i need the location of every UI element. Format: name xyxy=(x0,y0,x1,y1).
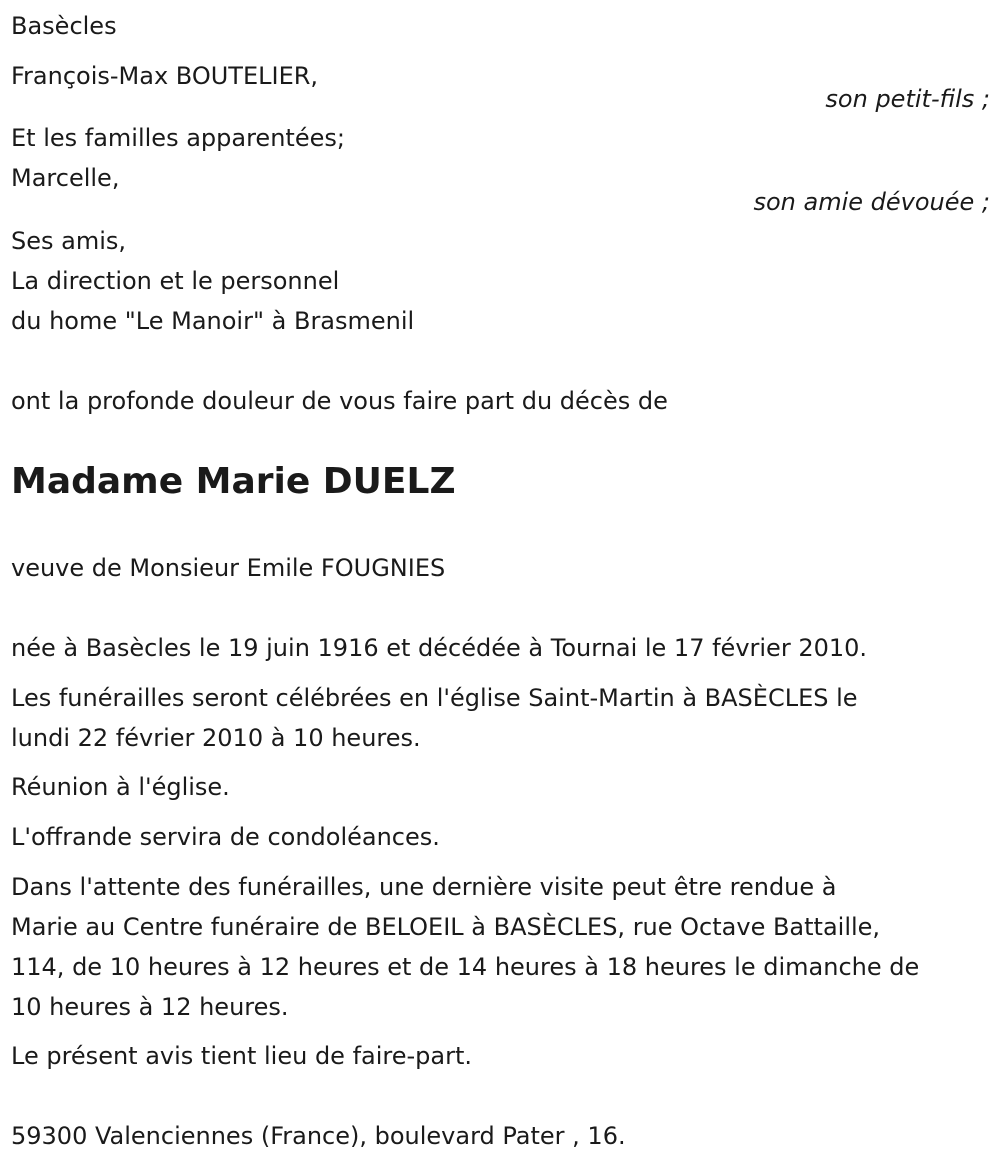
meeting-line: Réunion à l'église. xyxy=(11,773,230,801)
staff-line-1: La direction et le personnel xyxy=(11,267,340,295)
visit-line-4: 10 heures à 12 heures. xyxy=(11,993,289,1021)
related-families: Et les familles apparentées; xyxy=(11,124,345,152)
visit-line-3: 114, de 10 heures à 12 heures et de 14 heures à 18 heures le dimanche de xyxy=(11,953,920,981)
deceased-name: Madame Marie DUELZ xyxy=(11,461,456,502)
town-heading: Basècles xyxy=(11,12,117,40)
visit-line-2: Marie au Centre funéraire de BELOEIL à BASÈCLES, rue Octave Battaille, xyxy=(11,913,881,941)
grandson-name: François-Max BOUTELIER, xyxy=(11,62,319,90)
footer-address: 59300 Valenciennes (France), boulevard Pater , 16. xyxy=(11,1122,626,1150)
funeral-line-1: Les funérailles seront célébrées en l'église Saint-Martin à BASÈCLES le xyxy=(11,684,858,712)
grandson-relation: son petit-fils ; xyxy=(825,85,990,113)
widow-of: veuve de Monsieur Emile FOUGNIES xyxy=(11,554,446,582)
friend-name: Marcelle, xyxy=(11,164,120,192)
notice-line: Le présent avis tient lieu de faire-part. xyxy=(11,1042,473,1070)
friends-line: Ses amis, xyxy=(11,227,127,255)
birth-death-line: née à Basècles le 19 juin 1916 et décédée à Tournai le 17 février 2010. xyxy=(11,634,868,662)
visit-line-1: Dans l'attente des funérailles, une dernière visite peut être rendue à xyxy=(11,873,837,901)
announcement-intro: ont la profonde douleur de vous faire part du décès de xyxy=(11,387,668,415)
funeral-line-2: lundi 22 février 2010 à 10 heures. xyxy=(11,724,421,752)
friend-relation: son amie dévouée ; xyxy=(753,188,990,216)
offering-line: L'offrande servira de condoléances. xyxy=(11,823,440,851)
staff-line-2: du home "Le Manoir" à Brasmenil xyxy=(11,307,415,335)
